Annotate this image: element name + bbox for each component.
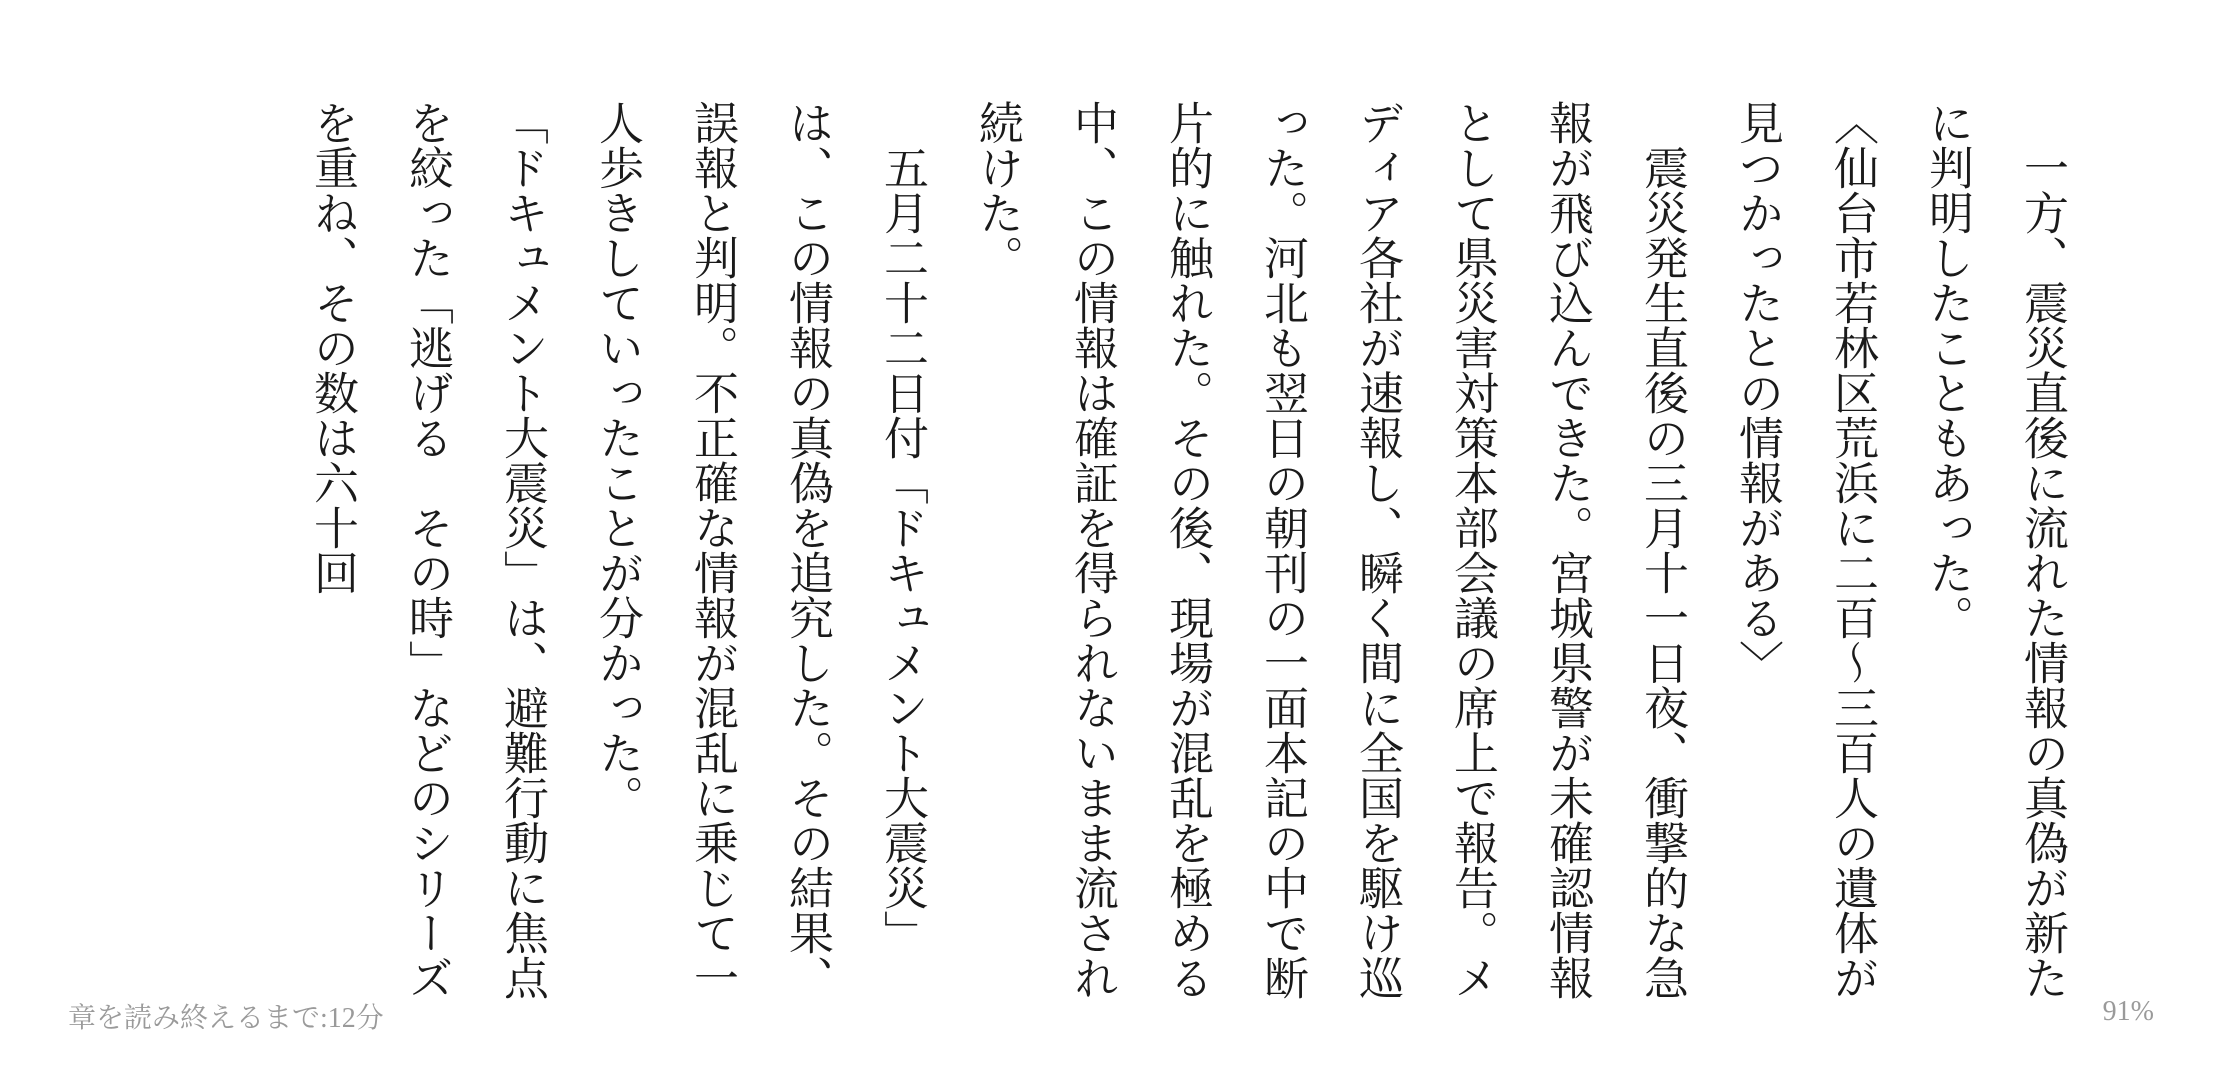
paragraph-3: 震災発生直後の三月十一日夜、衝撃的な急報が飛び込んできた。宮城県警が未確認情報として県災害対策本部会議の席上で報告。メディア各社が速報し、瞬く間に全国を駆け巡った。河北も翌日の朝刊の一面本記の中で断片的に触れた。その後、現場が混乱を極める中、この情報は確証を得られないまま流され続けた。 (971, 100, 1689, 1000)
time-left-label: 章を読み終えるまで:12分 (68, 1003, 384, 1034)
vertical-text-area[interactable] (70, 100, 2090, 1000)
paragraph-2-quote: 〈仙台市若林区荒浜に二百〜三百人の遺体が見つかったとの情報がある〉 (1731, 100, 1879, 1000)
reader-footer (0, 996, 2220, 1036)
progress-percent: 91% (2102, 996, 2154, 1027)
paragraph-4: 五月二十二日付「ドキュメント大震災」は、この情報の真偽を追究した。その結果、誤報と判明。不正確な情報が混乱に乗じて一人歩きしていったことが分かった。 (591, 100, 929, 1000)
paragraph-1: 一方、震災直後に流れた情報の真偽が新たに判明したこともあった。 (1921, 100, 2069, 1000)
paragraph-5: 「ドキュメント大震災」は、避難行動に焦点を絞った「逃げる その時」などのシリーズを重ね、その数は六十回 (306, 100, 549, 1000)
